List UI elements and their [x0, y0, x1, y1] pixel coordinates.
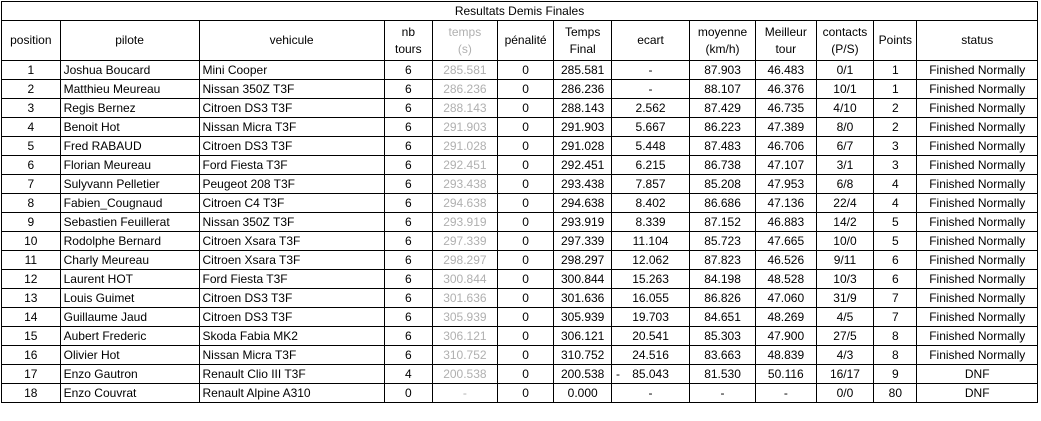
- cell-temps: 301.636: [433, 289, 498, 308]
- cell-position: 13: [2, 289, 61, 308]
- cell-nb-tours: 6: [384, 251, 432, 270]
- cell-contacts: 10/1: [816, 80, 874, 99]
- cell-temps-final: 301.636: [554, 289, 612, 308]
- cell-points: 2: [874, 118, 917, 137]
- cell-status: Finished Normally: [917, 175, 1038, 194]
- cell-ecart: [611, 365, 689, 384]
- cell-points: 7: [874, 308, 917, 327]
- cell-status: Finished Normally: [917, 156, 1038, 175]
- cell-penalite: 0: [497, 194, 554, 213]
- cell-penalite: 0: [497, 213, 554, 232]
- header-row: [2, 21, 1038, 61]
- cell-penalite: 0: [497, 137, 554, 156]
- cell-contacts: 8/0: [816, 118, 874, 137]
- cell-penalite: 0: [497, 156, 554, 175]
- cell-ecart: [611, 346, 689, 365]
- ecart-value: -: [648, 386, 653, 400]
- cell-pilote: Florian Meureau: [60, 156, 199, 175]
- cell-contacts: 6/7: [816, 137, 874, 156]
- cell-nb-tours: 0: [384, 384, 432, 403]
- cell-meilleur-tour: 47.136: [755, 194, 816, 213]
- cell-vehicule: Renault Alpine A310: [199, 384, 384, 403]
- cell-vehicule: Citroen DS3 T3F: [199, 289, 384, 308]
- cell-contacts: 14/2: [816, 213, 874, 232]
- cell-temps: 306.121: [433, 327, 498, 346]
- cell-nb-tours: 6: [384, 327, 432, 346]
- cell-position: 17: [2, 365, 61, 384]
- cell-penalite: 0: [497, 118, 554, 137]
- cell-contacts: 4/3: [816, 346, 874, 365]
- cell-temps-final: 285.581: [554, 61, 612, 80]
- cell-position: 1: [2, 61, 61, 80]
- cell-temps: 294.638: [433, 194, 498, 213]
- cell-contacts: 10/3: [816, 270, 874, 289]
- cell-ecart: [611, 118, 689, 137]
- cell-penalite: 0: [497, 346, 554, 365]
- cell-nb-tours: 6: [384, 194, 432, 213]
- cell-ecart: [611, 289, 689, 308]
- cell-ecart: [611, 232, 689, 251]
- table-row: [2, 251, 1038, 270]
- cell-temps: 305.939: [433, 308, 498, 327]
- cell-temps-final: 298.297: [554, 251, 612, 270]
- cell-vehicule: Nissan Micra T3F: [199, 118, 384, 137]
- header-meilleur-tour: Meilleur tour: [755, 21, 816, 61]
- cell-status: Finished Normally: [917, 308, 1038, 327]
- cell-temps: -: [433, 384, 498, 403]
- table-row: [2, 270, 1038, 289]
- cell-contacts: 0/0: [816, 384, 874, 403]
- cell-nb-tours: 6: [384, 289, 432, 308]
- table-row: [2, 289, 1038, 308]
- cell-penalite: 0: [497, 270, 554, 289]
- cell-temps-final: 0.000: [554, 384, 612, 403]
- ecart-value: 8.339: [635, 215, 666, 229]
- cell-ecart: [611, 156, 689, 175]
- cell-penalite: 0: [497, 308, 554, 327]
- cell-position: 18: [2, 384, 61, 403]
- ecart-value: 15.263: [632, 272, 669, 286]
- cell-points: 3: [874, 156, 917, 175]
- cell-ecart: [611, 99, 689, 118]
- cell-moyenne: 87.429: [690, 99, 756, 118]
- cell-vehicule: Nissan Micra T3F: [199, 346, 384, 365]
- ecart-value: 5.448: [635, 139, 666, 153]
- cell-points: 2: [874, 99, 917, 118]
- header-contacts: contacts (P/S): [816, 21, 874, 61]
- cell-points: 5: [874, 213, 917, 232]
- cell-penalite: 0: [497, 251, 554, 270]
- cell-meilleur-tour: 46.883: [755, 213, 816, 232]
- cell-position: 16: [2, 346, 61, 365]
- cell-nb-tours: 6: [384, 232, 432, 251]
- cell-nb-tours: 6: [384, 156, 432, 175]
- cell-moyenne: 87.483: [690, 137, 756, 156]
- cell-ecart: [611, 270, 689, 289]
- cell-moyenne: 87.903: [690, 61, 756, 80]
- table-row: [2, 327, 1038, 346]
- cell-contacts: 27/5: [816, 327, 874, 346]
- cell-moyenne: 85.723: [690, 232, 756, 251]
- cell-vehicule: Nissan 350Z T3F: [199, 80, 384, 99]
- cell-moyenne: 87.823: [690, 251, 756, 270]
- cell-meilleur-tour: 47.665: [755, 232, 816, 251]
- cell-ecart: [611, 308, 689, 327]
- cell-position: 5: [2, 137, 61, 156]
- cell-temps-final: 310.752: [554, 346, 612, 365]
- cell-temps-final: 297.339: [554, 232, 612, 251]
- cell-temps: 293.438: [433, 175, 498, 194]
- header-moyenne: moyenne (km/h): [690, 21, 756, 61]
- cell-position: 10: [2, 232, 61, 251]
- cell-status: Finished Normally: [917, 213, 1038, 232]
- cell-temps-final: 294.638: [554, 194, 612, 213]
- cell-nb-tours: 6: [384, 137, 432, 156]
- ecart-value: -: [648, 82, 653, 96]
- cell-temps-final: 293.438: [554, 175, 612, 194]
- cell-penalite: 0: [497, 61, 554, 80]
- cell-moyenne: 84.198: [690, 270, 756, 289]
- cell-moyenne: 85.303: [690, 327, 756, 346]
- cell-contacts: 4/10: [816, 99, 874, 118]
- cell-status: Finished Normally: [917, 137, 1038, 156]
- cell-pilote: Fred RABAUD: [60, 137, 199, 156]
- header-vehicule: vehicule: [199, 21, 384, 61]
- ecart-value: -: [648, 63, 653, 77]
- cell-status: Finished Normally: [917, 194, 1038, 213]
- cell-points: 4: [874, 175, 917, 194]
- cell-pilote: Benoit Hot: [60, 118, 199, 137]
- table-row: [2, 80, 1038, 99]
- title-row: [2, 2, 1038, 21]
- cell-pilote: Sulyvann Pelletier: [60, 175, 199, 194]
- cell-status: DNF: [917, 365, 1038, 384]
- cell-ecart: [611, 175, 689, 194]
- cell-pilote: Aubert Frederic: [60, 327, 199, 346]
- table-row: [2, 365, 1038, 384]
- cell-moyenne: 84.651: [690, 308, 756, 327]
- cell-penalite: 0: [497, 80, 554, 99]
- table-row: [2, 118, 1038, 137]
- cell-status: DNF: [917, 384, 1038, 403]
- cell-moyenne: 81.530: [690, 365, 756, 384]
- cell-ecart: [611, 61, 689, 80]
- cell-status: Finished Normally: [917, 346, 1038, 365]
- cell-moyenne: 83.663: [690, 346, 756, 365]
- cell-temps-final: 200.538: [554, 365, 612, 384]
- cell-moyenne: 86.826: [690, 289, 756, 308]
- cell-meilleur-tour: 48.269: [755, 308, 816, 327]
- cell-temps: 292.451: [433, 156, 498, 175]
- cell-penalite: 0: [497, 289, 554, 308]
- cell-vehicule: Citroen Xsara T3F: [199, 251, 384, 270]
- ecart-value: 20.541: [632, 329, 669, 343]
- cell-vehicule: Mini Cooper: [199, 61, 384, 80]
- cell-pilote: Fabien_Cougnaud: [60, 194, 199, 213]
- cell-pilote: Rodolphe Bernard: [60, 232, 199, 251]
- cell-meilleur-tour: 48.528: [755, 270, 816, 289]
- cell-points: 8: [874, 346, 917, 365]
- cell-pilote: Louis Guimet: [60, 289, 199, 308]
- cell-points: 4: [874, 194, 917, 213]
- ecart-value: 2.562: [635, 101, 666, 115]
- cell-moyenne: -: [690, 384, 756, 403]
- cell-position: 14: [2, 308, 61, 327]
- cell-temps-final: 286.236: [554, 80, 612, 99]
- cell-ecart: [611, 213, 689, 232]
- cell-temps: 297.339: [433, 232, 498, 251]
- cell-status: Finished Normally: [917, 61, 1038, 80]
- cell-penalite: 0: [497, 327, 554, 346]
- header-temps-final: Temps Final: [554, 21, 612, 61]
- ecart-value: 19.703: [632, 310, 669, 324]
- table-row: [2, 194, 1038, 213]
- cell-pilote: Guillaume Jaud: [60, 308, 199, 327]
- cell-contacts: 9/11: [816, 251, 874, 270]
- cell-status: Finished Normally: [917, 118, 1038, 137]
- table-row: [2, 175, 1038, 194]
- cell-status: Finished Normally: [917, 327, 1038, 346]
- table-title: Resultats Demis Finales: [2, 2, 1038, 21]
- cell-contacts: 4/5: [816, 308, 874, 327]
- cell-temps: 293.919: [433, 213, 498, 232]
- cell-nb-tours: 6: [384, 270, 432, 289]
- ecart-value: 85.043: [632, 367, 669, 381]
- ecart-value: 5.667: [635, 120, 666, 134]
- cell-pilote: Olivier Hot: [60, 346, 199, 365]
- cell-position: 2: [2, 80, 61, 99]
- cell-vehicule: Citroen DS3 T3F: [199, 137, 384, 156]
- ecart-value: 12.062: [632, 253, 669, 267]
- cell-points: 6: [874, 251, 917, 270]
- header-points: Points: [874, 21, 917, 61]
- cell-points: 6: [874, 270, 917, 289]
- cell-moyenne: 85.208: [690, 175, 756, 194]
- cell-status: Finished Normally: [917, 80, 1038, 99]
- cell-pilote: Joshua Boucard: [60, 61, 199, 80]
- cell-temps-final: 292.451: [554, 156, 612, 175]
- cell-temps: 300.844: [433, 270, 498, 289]
- cell-temps-final: 305.939: [554, 308, 612, 327]
- cell-nb-tours: 6: [384, 213, 432, 232]
- ecart-value: 6.215: [635, 158, 666, 172]
- table-row: [2, 346, 1038, 365]
- cell-position: 15: [2, 327, 61, 346]
- cell-temps: 310.752: [433, 346, 498, 365]
- cell-points: 80: [874, 384, 917, 403]
- cell-nb-tours: 6: [384, 118, 432, 137]
- cell-temps-final: 306.121: [554, 327, 612, 346]
- cell-position: 3: [2, 99, 61, 118]
- cell-temps: 286.236: [433, 80, 498, 99]
- cell-contacts: 16/17: [816, 365, 874, 384]
- table-row: [2, 384, 1038, 403]
- cell-nb-tours: 6: [384, 99, 432, 118]
- cell-vehicule: Ford Fiesta T3F: [199, 156, 384, 175]
- cell-contacts: 3/1: [816, 156, 874, 175]
- cell-temps: 298.297: [433, 251, 498, 270]
- cell-points: 1: [874, 61, 917, 80]
- table-row: [2, 308, 1038, 327]
- cell-points: 9: [874, 365, 917, 384]
- cell-meilleur-tour: 48.839: [755, 346, 816, 365]
- cell-temps: 285.581: [433, 61, 498, 80]
- cell-temps: 291.903: [433, 118, 498, 137]
- cell-points: 3: [874, 137, 917, 156]
- cell-contacts: 10/0: [816, 232, 874, 251]
- table-row: [2, 213, 1038, 232]
- cell-nb-tours: 6: [384, 308, 432, 327]
- cell-ecart: [611, 251, 689, 270]
- cell-penalite: 0: [497, 365, 554, 384]
- cell-moyenne: 87.152: [690, 213, 756, 232]
- cell-meilleur-tour: 47.389: [755, 118, 816, 137]
- header-temps: temps (s): [433, 21, 498, 61]
- cell-position: 8: [2, 194, 61, 213]
- cell-position: 6: [2, 156, 61, 175]
- cell-points: 5: [874, 232, 917, 251]
- cell-position: 11: [2, 251, 61, 270]
- cell-status: Finished Normally: [917, 251, 1038, 270]
- cell-pilote: Enzo Couvrat: [60, 384, 199, 403]
- cell-vehicule: Citroen C4 T3F: [199, 194, 384, 213]
- cell-vehicule: Citroen DS3 T3F: [199, 308, 384, 327]
- cell-ecart: [611, 327, 689, 346]
- cell-meilleur-tour: 46.706: [755, 137, 816, 156]
- cell-vehicule: Renault Clio III T3F: [199, 365, 384, 384]
- cell-pilote: Sebastien Feuillerat: [60, 213, 199, 232]
- cell-meilleur-tour: -: [755, 384, 816, 403]
- cell-temps-final: 300.844: [554, 270, 612, 289]
- cell-ecart: [611, 137, 689, 156]
- cell-vehicule: Ford Fiesta T3F: [199, 270, 384, 289]
- cell-vehicule: Citroen DS3 T3F: [199, 99, 384, 118]
- cell-status: Finished Normally: [917, 232, 1038, 251]
- header-penalite: pénalité: [497, 21, 554, 61]
- cell-temps: 200.538: [433, 365, 498, 384]
- table-row: [2, 156, 1038, 175]
- cell-moyenne: 88.107: [690, 80, 756, 99]
- cell-temps-final: 291.903: [554, 118, 612, 137]
- cell-contacts: 31/9: [816, 289, 874, 308]
- table-row: [2, 61, 1038, 80]
- cell-moyenne: 86.686: [690, 194, 756, 213]
- cell-temps-final: 288.143: [554, 99, 612, 118]
- cell-status: Finished Normally: [917, 99, 1038, 118]
- table-row: [2, 99, 1038, 118]
- table-row: [2, 232, 1038, 251]
- cell-status: Finished Normally: [917, 270, 1038, 289]
- cell-contacts: 6/8: [816, 175, 874, 194]
- ecart-prefix: -: [615, 367, 620, 381]
- cell-position: 12: [2, 270, 61, 289]
- cell-meilleur-tour: 47.900: [755, 327, 816, 346]
- cell-nb-tours: 4: [384, 365, 432, 384]
- cell-vehicule: Peugeot 208 T3F: [199, 175, 384, 194]
- cell-moyenne: 86.738: [690, 156, 756, 175]
- cell-temps: 288.143: [433, 99, 498, 118]
- header-nb-tours: nb tours: [384, 21, 432, 61]
- cell-temps-final: 291.028: [554, 137, 612, 156]
- cell-pilote: Regis Bernez: [60, 99, 199, 118]
- ecart-value: 7.857: [635, 177, 666, 191]
- cell-pilote: Laurent HOT: [60, 270, 199, 289]
- table-row: [2, 137, 1038, 156]
- cell-meilleur-tour: 46.526: [755, 251, 816, 270]
- cell-pilote: Matthieu Meureau: [60, 80, 199, 99]
- ecart-value: 11.104: [632, 234, 669, 248]
- cell-position: 9: [2, 213, 61, 232]
- cell-ecart: [611, 194, 689, 213]
- cell-meilleur-tour: 47.060: [755, 289, 816, 308]
- cell-moyenne: 86.223: [690, 118, 756, 137]
- ecart-value: 8.402: [635, 196, 666, 210]
- cell-contacts: 22/4: [816, 194, 874, 213]
- cell-vehicule: Citroen Xsara T3F: [199, 232, 384, 251]
- cell-ecart: [611, 384, 689, 403]
- cell-penalite: 0: [497, 175, 554, 194]
- cell-pilote: Charly Meureau: [60, 251, 199, 270]
- cell-penalite: 0: [497, 232, 554, 251]
- cell-temps-final: 293.919: [554, 213, 612, 232]
- cell-points: 8: [874, 327, 917, 346]
- cell-temps: 291.028: [433, 137, 498, 156]
- ecart-value: 16.055: [632, 291, 669, 305]
- cell-position: 4: [2, 118, 61, 137]
- header-ecart: ecart: [611, 21, 689, 61]
- cell-nb-tours: 6: [384, 175, 432, 194]
- cell-meilleur-tour: 50.116: [755, 365, 816, 384]
- header-pilote: pilote: [60, 21, 199, 61]
- cell-nb-tours: 6: [384, 80, 432, 99]
- header-position: position: [2, 21, 61, 61]
- cell-vehicule: Skoda Fabia MK2: [199, 327, 384, 346]
- cell-points: 1: [874, 80, 917, 99]
- cell-nb-tours: 6: [384, 346, 432, 365]
- cell-points: 7: [874, 289, 917, 308]
- cell-position: 7: [2, 175, 61, 194]
- results-table: [1, 1, 1038, 403]
- cell-penalite: 0: [497, 99, 554, 118]
- header-status: status: [917, 21, 1038, 61]
- cell-meilleur-tour: 47.953: [755, 175, 816, 194]
- cell-meilleur-tour: 46.483: [755, 61, 816, 80]
- cell-contacts: 0/1: [816, 61, 874, 80]
- cell-meilleur-tour: 46.735: [755, 99, 816, 118]
- cell-penalite: 0: [497, 384, 554, 403]
- cell-pilote: Enzo Gautron: [60, 365, 199, 384]
- cell-status: Finished Normally: [917, 289, 1038, 308]
- cell-vehicule: Nissan 350Z T3F: [199, 213, 384, 232]
- cell-meilleur-tour: 47.107: [755, 156, 816, 175]
- cell-nb-tours: 6: [384, 61, 432, 80]
- cell-ecart: [611, 80, 689, 99]
- cell-meilleur-tour: 46.376: [755, 80, 816, 99]
- ecart-value: 24.516: [632, 348, 669, 362]
